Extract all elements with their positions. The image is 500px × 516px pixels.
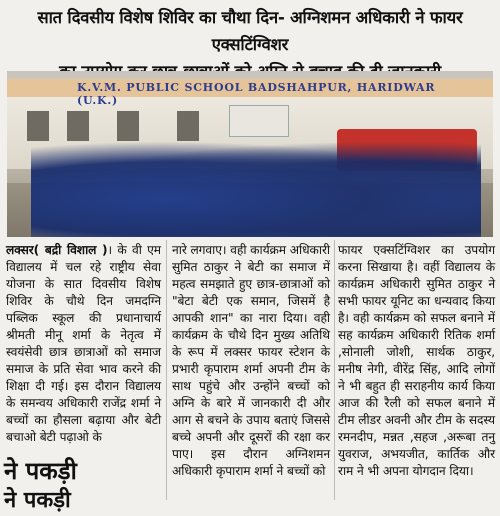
adjacent-headline: ने पकड़ी: [4, 457, 77, 485]
window: [177, 111, 199, 141]
column-2-text: नारे लगवाए। वही कार्यक्रम अधिकारी सुमित ठाकुर ने बेटी का समाज में महत्व समझाते हुए छात्र-छात्राओं को "बेटा बेटी एक समान, जिसमें है आपकी शान" का नारा दिया। वही कार्यक्रम के चौथे दिन मुख्य अतिथि के रूप में लक्सर फायर स्टेशन के प्रभारी कृपाराम शर्मा अपनी टीम के साथ पहुंचे और उन्होंने बच्चों को अग्नि के बारे में जानकारी दी और आग से बचने के उपाय बताएं जिससे बच्चे अपनी और दूसरों की रक्षा कर पाए। इस दौरान अग्निशमन अधिकारी कृपाराम शर्मा ने बच्चों को: [172, 243, 330, 478]
window: [27, 111, 49, 141]
adjacent-headline-cutoff: ने पकड़ी: [4, 488, 71, 513]
column-3-text: फायर एक्सटिंग्विशर का उपयोग करना सिखाया है। वहीं विद्यालय के कार्यक्रम अधिकारी सुमित ठाकुर ने सभी फायर यूनिट का धन्यवाद किया है। वही कार्यक्रम को सफल बनाने में सह कार्यक्रम अधिकारी रितिक शर्मा ,सोनाली जोशी, सार्थक ठाकुर, मनीष नेगी, वीरेंद्र सिंह, आदि लोगों ने भी बहुत ही सराहनीय कार्य किया आज की रैली को सफल बनाने में टीम लीडर अवनी और टीम के सदस्य रमनदीप, मन्नत ,सहज ,अरूबा तनु युवराज, अभयजीत, कार्तिक और राम ने भी अपना योगदान दिया।: [338, 243, 495, 478]
column-divider: [166, 240, 167, 500]
dateline: लक्सर( बद्री विशाल ): [6, 243, 108, 257]
article-column-3: [338, 242, 495, 480]
students-group: [31, 141, 481, 237]
article-column-2: [172, 242, 330, 480]
window: [117, 111, 139, 141]
news-photo: [7, 71, 493, 237]
column-divider: [334, 240, 335, 500]
headline-line-1: सात दिवसीय विशेष शिविर का चौथा दिन- अग्निशमन अधिकारी ने फायर एक्सटिंग्विशर: [37, 8, 463, 54]
column-1-text: । के वी एम विद्यालय में चल रहे राष्ट्रीय सेवा योजना के सात दिवसीय विशेष शिविर के चौथे दिन जमदग्नि पब्लिक स्कूल की प्रधानाचार्य श्रीमती मीनू शर्मा के नेतृत्व में स्वयंसेवी छात्र छात्राओं को समाज समाज के प्रति सेवा भाव करने की शिक्षा दी गई। इस दौरान विद्यालय के समन्वय अधिकारी राजेंद्र शर्मा ने बच्चों का हौसला बढ़ाया और बेटी बचाओ बेटी पढ़ाओ के: [6, 243, 161, 444]
article-column-1: [6, 242, 161, 446]
window: [67, 111, 89, 141]
banner: [229, 105, 289, 137]
school-sign: K.V.M. PUBLIC SCHOOL BADSHAHPUR, HARIDWAR (U.K.): [77, 81, 436, 107]
